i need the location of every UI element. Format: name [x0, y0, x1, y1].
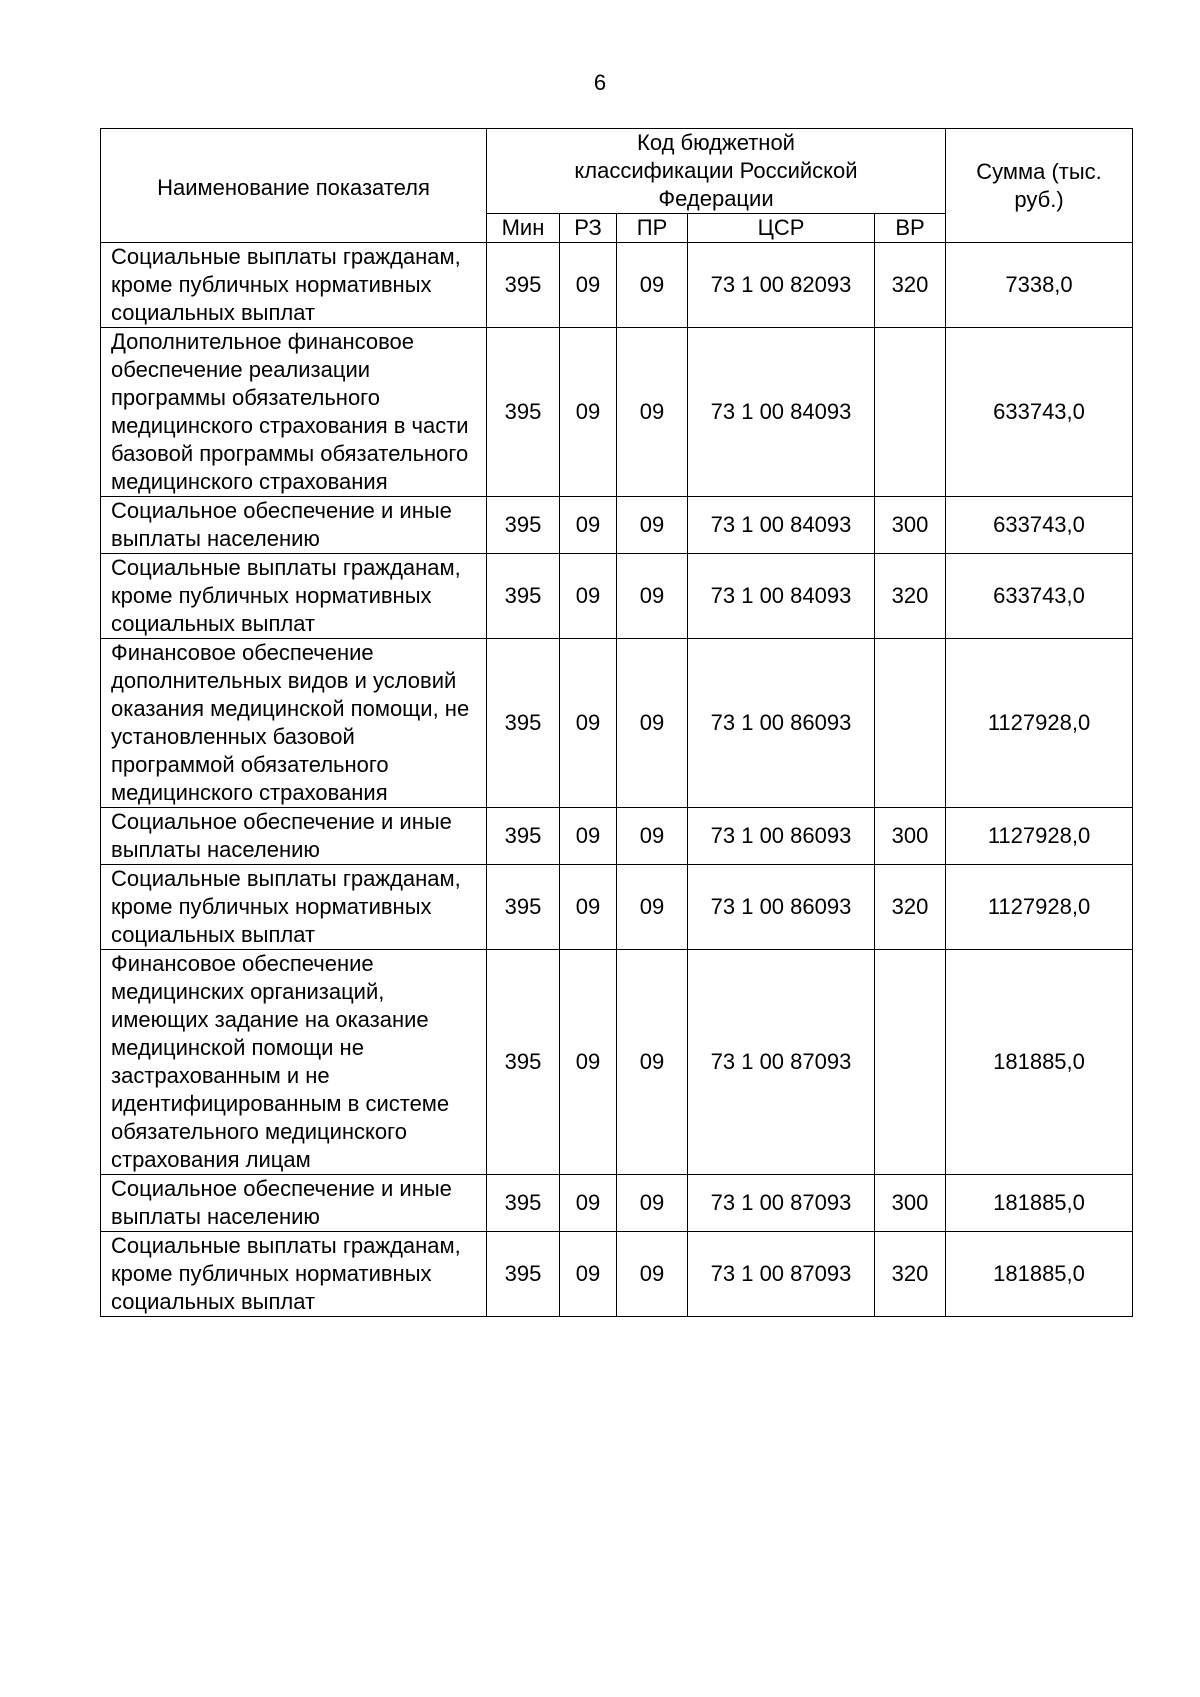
header-csr: ЦСР [688, 214, 875, 243]
row-sum: 1127928,0 [946, 865, 1133, 950]
row-vr: 300 [875, 497, 946, 554]
row-name: Финансовое обеспечение дополнительных видов и условий оказания медицинской помощи, не установленных базовой программой обязательного медицинского страхования [101, 639, 487, 808]
row-rz: 09 [560, 639, 617, 808]
header-row-main [101, 129, 1133, 214]
row-vr: 320 [875, 554, 946, 639]
row-pr: 09 [617, 865, 688, 950]
row-min: 395 [487, 328, 560, 497]
table-row [101, 328, 1133, 497]
row-name: Социальные выплаты гражданам, кроме публичных нормативных социальных выплат [101, 865, 487, 950]
row-name: Социальные выплаты гражданам, кроме публичных нормативных социальных выплат [101, 554, 487, 639]
row-pr: 09 [617, 243, 688, 328]
table-row [101, 243, 1133, 328]
row-csr: 73 1 00 82093 [688, 243, 875, 328]
row-min: 395 [487, 243, 560, 328]
row-csr: 73 1 00 84093 [688, 328, 875, 497]
row-pr: 09 [617, 497, 688, 554]
row-vr: 320 [875, 243, 946, 328]
table-row [101, 865, 1133, 950]
row-sum: 181885,0 [946, 1175, 1133, 1232]
row-min: 395 [487, 497, 560, 554]
row-name: Финансовое обеспечение медицинских организаций, имеющих задание на оказание медицинской помощи не застрахованным и не идентифицированным в системе обязательного медицинского страхования лицам [101, 950, 487, 1175]
row-pr: 09 [617, 950, 688, 1175]
row-min: 395 [487, 865, 560, 950]
budget-table [100, 128, 1133, 1317]
row-csr: 73 1 00 84093 [688, 554, 875, 639]
row-rz: 09 [560, 1175, 617, 1232]
header-rz: РЗ [560, 214, 617, 243]
row-csr: 73 1 00 86093 [688, 808, 875, 865]
row-rz: 09 [560, 865, 617, 950]
table-row [101, 497, 1133, 554]
row-name: Дополнительное финансовое обеспечение реализации программы обязательного медицинского страхования в части базовой программы обязательного медицинского страхования [101, 328, 487, 497]
row-sum: 1127928,0 [946, 639, 1133, 808]
row-rz: 09 [560, 243, 617, 328]
row-min: 395 [487, 950, 560, 1175]
row-sum: 633743,0 [946, 497, 1133, 554]
header-pr: ПР [617, 214, 688, 243]
row-rz: 09 [560, 808, 617, 865]
row-vr: 320 [875, 865, 946, 950]
row-csr: 73 1 00 87093 [688, 950, 875, 1175]
row-name: Социальные выплаты гражданам, кроме публичных нормативных социальных выплат [101, 1232, 487, 1317]
row-rz: 09 [560, 1232, 617, 1317]
table-header [101, 129, 1133, 243]
row-csr: 73 1 00 86093 [688, 865, 875, 950]
header-vr: ВР [875, 214, 946, 243]
row-name: Социальные выплаты гражданам, кроме публичных нормативных социальных выплат [101, 243, 487, 328]
row-min: 395 [487, 639, 560, 808]
row-min: 395 [487, 808, 560, 865]
row-sum: 1127928,0 [946, 808, 1133, 865]
header-min: Мин [487, 214, 560, 243]
table-row [101, 639, 1133, 808]
row-name: Социальное обеспечение и иные выплаты населению [101, 808, 487, 865]
page-number: 6 [593, 70, 607, 95]
table-row [101, 808, 1133, 865]
row-rz: 09 [560, 950, 617, 1175]
row-rz: 09 [560, 554, 617, 639]
row-pr: 09 [617, 1175, 688, 1232]
row-pr: 09 [617, 639, 688, 808]
table-row [101, 950, 1133, 1175]
row-name: Социальное обеспечение и иные выплаты населению [101, 497, 487, 554]
row-min: 395 [487, 1175, 560, 1232]
table-body [101, 243, 1133, 1317]
row-vr [875, 639, 946, 808]
row-min: 395 [487, 554, 560, 639]
table-row [101, 1175, 1133, 1232]
row-rz: 09 [560, 497, 617, 554]
header-sum [946, 129, 1133, 243]
header-name: Наименование показателя [101, 129, 487, 243]
row-pr: 09 [617, 328, 688, 497]
row-sum: 181885,0 [946, 950, 1133, 1175]
row-csr: 73 1 00 87093 [688, 1175, 875, 1232]
row-vr: 320 [875, 1232, 946, 1317]
row-vr: 300 [875, 1175, 946, 1232]
row-pr: 09 [617, 1232, 688, 1317]
row-vr [875, 950, 946, 1175]
row-sum: 633743,0 [946, 554, 1133, 639]
row-name: Социальное обеспечение и иные выплаты населению [101, 1175, 487, 1232]
row-pr: 09 [617, 554, 688, 639]
row-sum: 633743,0 [946, 328, 1133, 497]
row-rz: 09 [560, 328, 617, 497]
row-sum: 181885,0 [946, 1232, 1133, 1317]
row-pr: 09 [617, 808, 688, 865]
header-code-group [487, 129, 946, 214]
row-vr: 300 [875, 808, 946, 865]
row-vr [875, 328, 946, 497]
row-csr: 73 1 00 84093 [688, 497, 875, 554]
table-row [101, 554, 1133, 639]
header-code-group-text: Код бюджетной классификации Российской Федерации [574, 130, 858, 211]
row-csr: 73 1 00 87093 [688, 1232, 875, 1317]
row-min: 395 [487, 1232, 560, 1317]
header-sum-text: Сумма (тыс. руб.) [976, 158, 1102, 212]
row-csr: 73 1 00 86093 [688, 639, 875, 808]
table-row [101, 1232, 1133, 1317]
row-sum: 7338,0 [946, 243, 1133, 328]
